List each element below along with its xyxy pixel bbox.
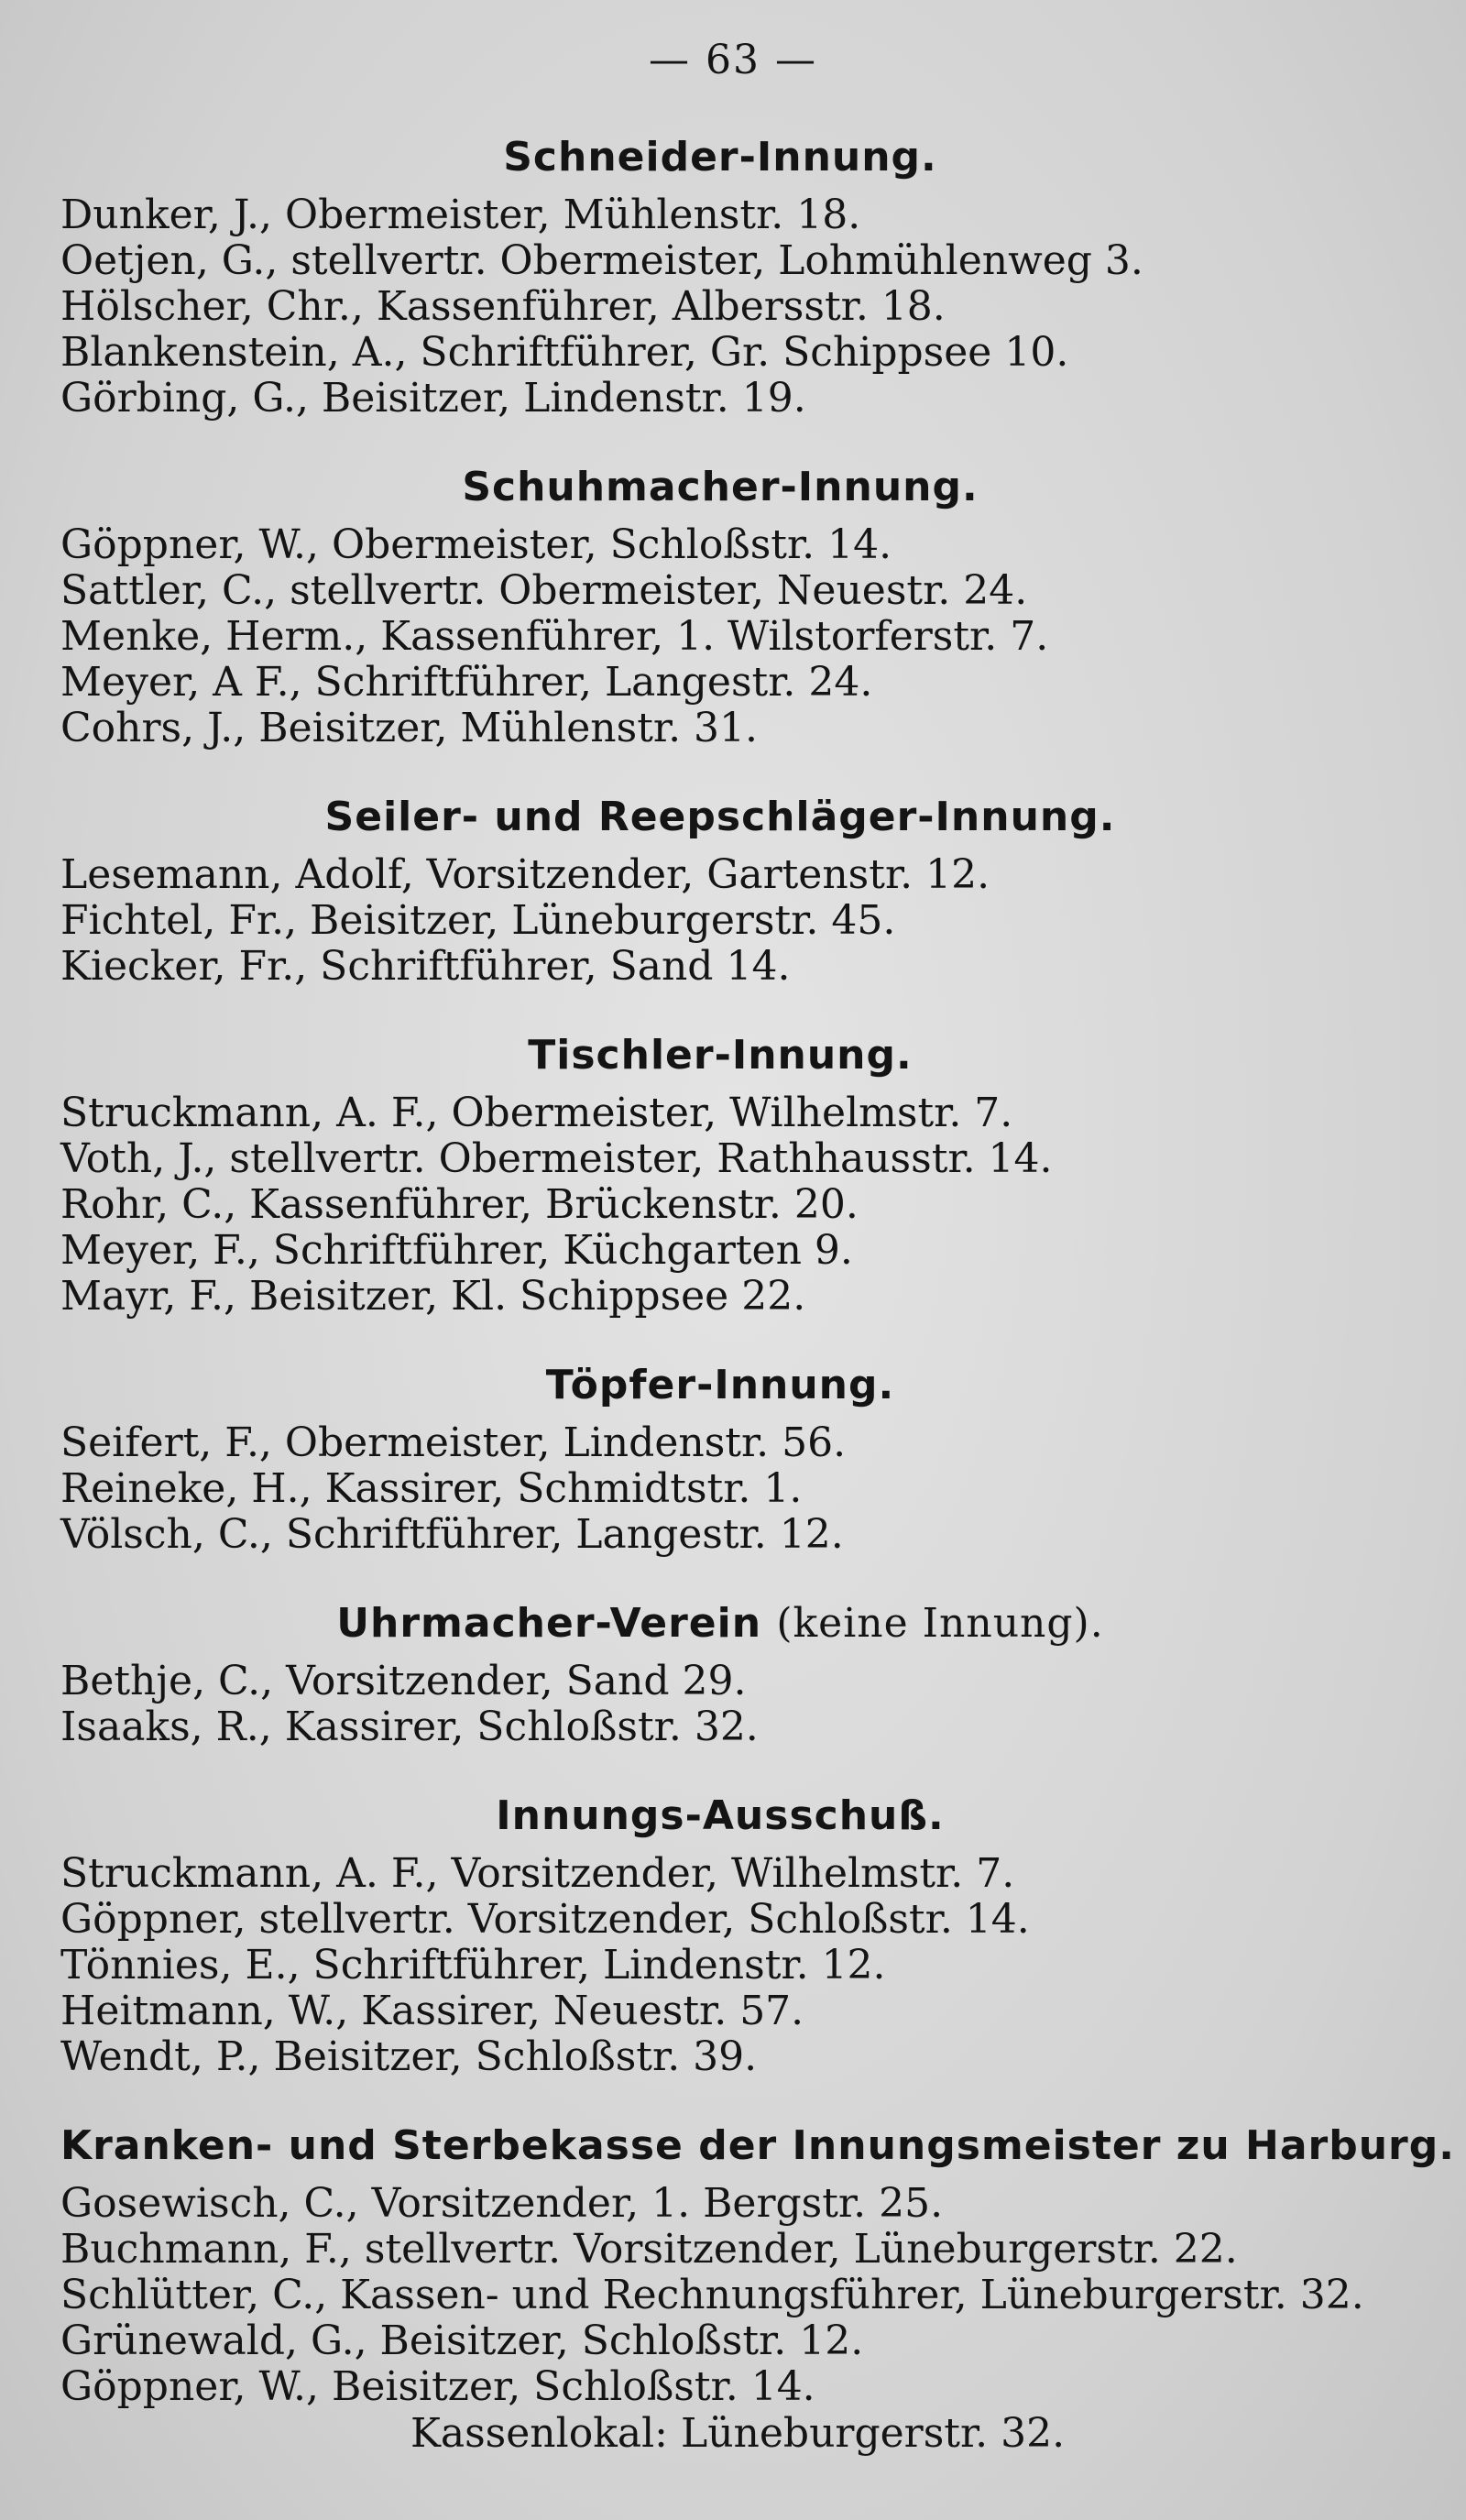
list-item: Meyer, F., Schriftführer, Küchgarten 9. xyxy=(60,1227,853,1274)
list-item: Göppner, W., Obermeister, Schloßstr. 14. xyxy=(60,521,892,568)
list-item: Wendt, P., Beisitzer, Schloßstr. 39. xyxy=(60,2033,758,2080)
section-heading: Schuhmacher-Innung. xyxy=(462,464,979,510)
list-item: Fichtel, Fr., Beisitzer, Lüneburgerstr. 45. xyxy=(60,897,896,944)
section-heading: Schneider-Innung. xyxy=(503,134,937,181)
list-item: Völsch, C., Schriftführer, Langestr. 12. xyxy=(60,1511,844,1558)
list-item: Grünewald, G., Beisitzer, Schloßstr. 12. xyxy=(60,2317,864,2364)
list-item: Heitmann, W., Kassirer, Neuestr. 57. xyxy=(60,1988,804,2034)
list-item: Bethje, C., Vorsitzender, Sand 29. xyxy=(60,1658,747,1704)
section-heading: Innungs-Ausschuß. xyxy=(496,1792,945,1839)
section-heading: Kranken- und Sterbekasse der Innungsmeister zu Harburg. xyxy=(60,2122,1455,2169)
list-item: Struckmann, A. F., Obermeister, Wilhelmstr. 7. xyxy=(60,1090,1013,1136)
list-item: Seifert, F., Obermeister, Lindenstr. 56. xyxy=(60,1419,847,1466)
section-tischler-innung xyxy=(60,1026,1380,1320)
list-item: Görbing, G., Beisitzer, Lindenstr. 19. xyxy=(60,375,806,422)
section-schuhmacher-innung xyxy=(60,458,1380,751)
list-item: Tönnies, E., Schriftführer, Lindenstr. 12. xyxy=(60,1942,886,1989)
page-content xyxy=(60,128,1455,2494)
list-item: Struckmann, A. F., Vorsitzender, Wilhelmstr. 7. xyxy=(60,1850,1015,1897)
list-item: Hölscher, Chr., Kassenführer, Albersstr. 18. xyxy=(60,283,946,330)
list-item: Voth, J., stellvertr. Obermeister, Rathhausstr. 14. xyxy=(60,1135,1053,1182)
section-toepfer-innung xyxy=(60,1356,1380,1558)
list-item: Sattler, C., stellvertr. Obermeister, Neuestr. 24. xyxy=(60,567,1028,614)
list-item: Dunker, J., Obermeister, Mühlenstr. 18. xyxy=(60,192,861,238)
list-item: Buchmann, F., stellvertr. Vorsitzender, Lüneburgerstr. 22. xyxy=(60,2226,1238,2273)
section-heading-title: Uhrmacher-Verein xyxy=(336,1600,762,1647)
section-heading: Tischler-Innung. xyxy=(528,1032,913,1079)
section-heading: Seiler- und Reepschläger-Innung. xyxy=(324,794,1116,840)
list-item: Isaaks, R., Kassirer, Schloßstr. 32. xyxy=(60,1704,759,1750)
list-item: Lesemann, Adolf, Vorsitzender, Gartenstr. 12. xyxy=(60,851,990,898)
section-innungs-ausschuss xyxy=(60,1787,1380,2080)
section-seiler-innung xyxy=(60,788,1380,990)
list-item: Reineke, H., Kassirer, Schmidtstr. 1. xyxy=(60,1465,803,1512)
page-number: — 63 — xyxy=(649,37,817,83)
section-uhrmacher-verein xyxy=(60,1594,1380,1750)
section-heading-note: (keine Innung). xyxy=(776,1600,1104,1647)
list-item: Kiecker, Fr., Schriftführer, Sand 14. xyxy=(60,943,791,990)
list-item: Mayr, F., Beisitzer, Kl. Schippsee 22. xyxy=(60,1273,806,1320)
list-item: Menke, Herm., Kassenführer, 1. Wilstorferstr. 7. xyxy=(60,613,1049,660)
section-kranken-und-sterbekasse xyxy=(60,2117,1455,2458)
list-item: Cohrs, J., Beisitzer, Mühlenstr. 31. xyxy=(60,705,759,751)
section-heading xyxy=(60,1594,1380,1653)
section-heading: Töpfer-Innung. xyxy=(545,1362,895,1408)
list-item: Rohr, C., Kassenführer, Brückenstr. 20. xyxy=(60,1181,859,1228)
list-item: Blankenstein, A., Schriftführer, Gr. Schippsee 10. xyxy=(60,329,1069,376)
list-item: Göppner, W., Beisitzer, Schloßstr. 14. xyxy=(60,2363,815,2410)
list-item: Meyer, A F., Schriftführer, Langestr. 24. xyxy=(60,659,873,706)
section-schneider-innung xyxy=(60,128,1380,422)
list-item: Oetjen, G., stellvertr. Obermeister, Lohmühlenweg 3. xyxy=(60,237,1143,284)
list-item: Gosewisch, C., Vorsitzender, 1. Bergstr. 25. xyxy=(60,2180,944,2227)
list-item: Schlütter, C., Kassen- und Rechnungsführer, Lüneburgerstr. 32. xyxy=(60,2272,1364,2318)
list-item: Göppner, stellvertr. Vorsitzender, Schloßstr. 14. xyxy=(60,1896,1030,1943)
kassenlokal-note: Kassenlokal: Lüneburgerstr. 32. xyxy=(410,2410,1066,2457)
